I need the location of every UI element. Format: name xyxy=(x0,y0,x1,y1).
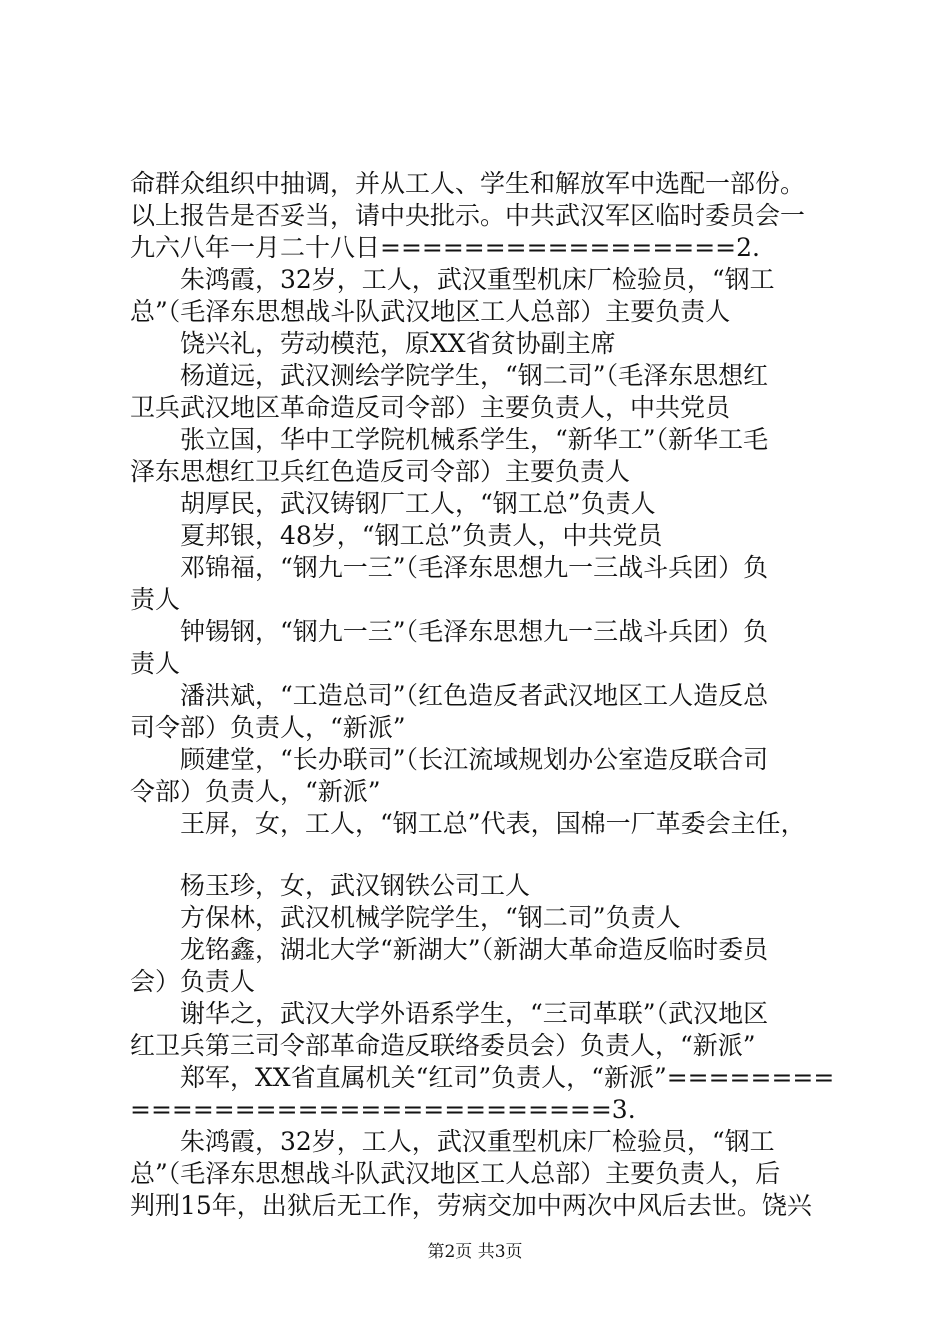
text-line: 杨玉珍，女，武汉钢铁公司工人 xyxy=(130,871,531,900)
page-footer: 第2页 共3页 xyxy=(427,1242,523,1262)
text-line: 龙铭鑫，湖北大学“新湖大”（新湖大革命造反临时委员 xyxy=(130,935,769,964)
text-line: 杨道远，武汉测绘学院学生，“钢二司”（毛泽东思想红 xyxy=(130,361,769,390)
text-line: 命群众组织中抽调，并从工人、学生和解放军中选配一部份。 xyxy=(130,169,806,198)
text-line: 判刑15年，出狱后无工作，劳病交加中两次中风后去世。饶兴 xyxy=(130,1191,812,1220)
text-line: 张立国，华中工学院机械系学生，“新华工”（新华工毛 xyxy=(130,425,769,454)
text-line: 以上报告是否妥当，请中央批示。中共武汉军区临时委员会一 xyxy=(130,201,806,230)
text-line: 总”（毛泽东思想战斗队武汉地区工人总部）主要负责人 xyxy=(130,297,731,326)
text-line: 泽东思想红卫兵红色造反司令部）主要负责人 xyxy=(130,457,631,486)
text-line: 邓锦福，“钢九一三”（毛泽东思想九一三战斗兵团）负 xyxy=(130,553,769,582)
text-line: 责人 xyxy=(130,585,181,614)
text-line: 胡厚民，武汉铸钢厂工人，“钢工总”负责人 xyxy=(130,489,656,518)
text-line: 总”（毛泽东思想战斗队武汉地区工人总部）主要负责人，后 xyxy=(130,1159,781,1188)
text-line: 潘洪斌，“工造总司”（红色造反者武汉地区工人造反总 xyxy=(130,681,769,710)
text-line: 朱鸿霞，32岁，工人，武汉重型机床厂检验员，“钢工 xyxy=(130,1127,775,1156)
blank-line xyxy=(130,840,850,870)
text-line: 饶兴礼，劳动模范，原XX省贫协副主席 xyxy=(130,329,616,358)
text-line: 会）负责人 xyxy=(130,967,256,996)
text-line: 红卫兵第三司令部革命造反联络委员会）负责人，“新派” xyxy=(130,1031,756,1060)
text-line: 朱鸿霞，32岁，工人，武汉重型机床厂检验员，“钢工 xyxy=(130,265,775,294)
text-line: 郑军，XX省直属机关“红司”负责人，“新派”======== xyxy=(130,1063,835,1092)
text-line: =======================3. xyxy=(130,1095,636,1124)
text-line: 夏邦银，48岁，“钢工总”负责人，中共党员 xyxy=(130,521,663,550)
text-line: 钟锡钢，“钢九一三”（毛泽东思想九一三战斗兵团）负 xyxy=(130,617,769,646)
text-line: 卫兵武汉地区革命造反司令部）主要负责人，中共党员 xyxy=(130,393,731,422)
text-line: 司令部）负责人，“新派” xyxy=(130,713,406,742)
text-line: 责人 xyxy=(130,649,181,678)
text-line: 王屏，女，工人，“钢工总”代表，国棉一厂革委会主任， xyxy=(130,809,806,838)
text-line: 九六八年一月二十八日=================2. xyxy=(130,233,760,262)
body-text xyxy=(130,168,850,1222)
text-line: 令部）负责人，“新派” xyxy=(130,777,381,806)
text-line: 顾建堂，“长办联司”（长江流域规划办公室造反联合司 xyxy=(130,745,769,774)
text-line: 谢华之，武汉大学外语系学生，“三司革联”（武汉地区 xyxy=(130,999,769,1028)
text-line: 方保林，武汉机械学院学生，“钢二司”负责人 xyxy=(130,903,681,932)
